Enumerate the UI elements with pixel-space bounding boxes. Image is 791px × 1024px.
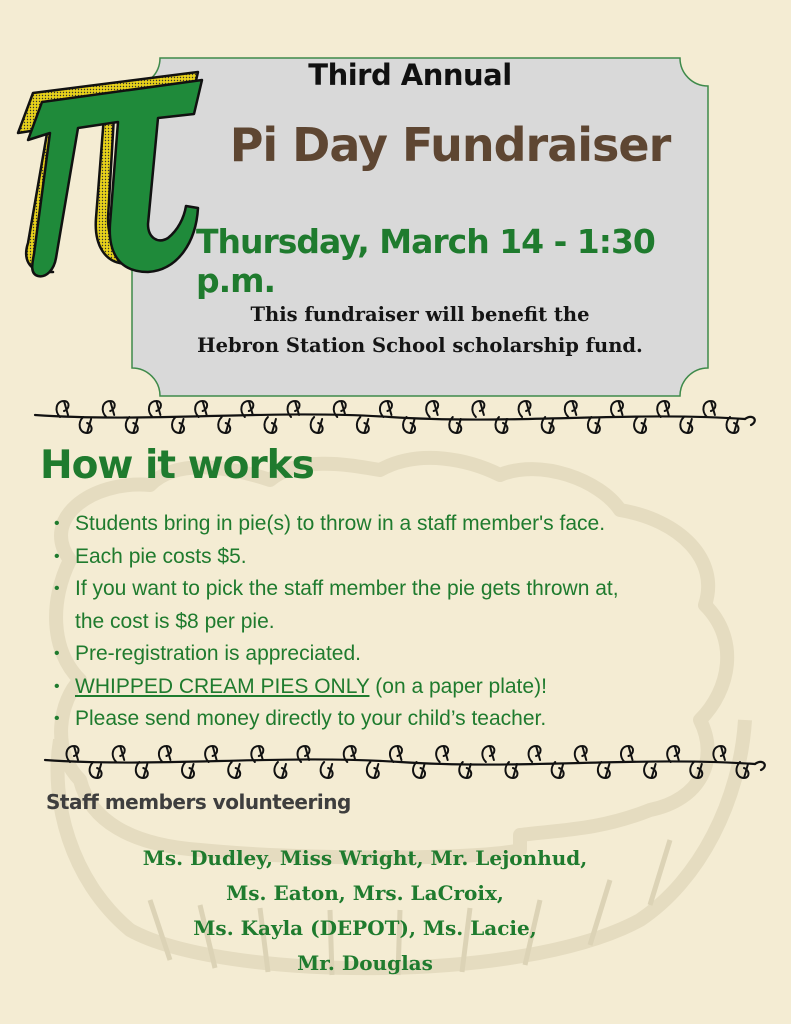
vine-leaf	[436, 746, 448, 762]
vine-leaf	[703, 401, 715, 417]
vine-leaf	[621, 746, 633, 762]
list-item	[54, 703, 754, 736]
step-text: Students bring in pie(s) to throw in a staff member's face.	[75, 512, 606, 535]
vine-leaf	[680, 417, 692, 433]
vine-leaf	[126, 417, 138, 433]
vine-leaf	[390, 746, 402, 762]
vine-leaf	[667, 746, 679, 762]
bullet-icon: •	[54, 710, 60, 727]
vine-leaf	[113, 746, 125, 762]
vine-leaf	[149, 401, 161, 417]
event-date-time: Thursday, March 14 - 1:30 p.m.	[196, 222, 655, 300]
vine-leaf	[103, 401, 115, 417]
staff-heading: Staff members volunteering	[46, 790, 351, 814]
vine-leaf	[218, 417, 230, 433]
step-text: If you want to pick the staff member the pie gets thrown at,	[75, 577, 619, 600]
vine-leaf	[644, 762, 656, 778]
vine-leaf	[321, 762, 333, 778]
vine-leaf	[519, 401, 531, 417]
vine-leaf	[634, 417, 646, 433]
vine-leaf	[380, 401, 392, 417]
vine-divider-icon	[30, 740, 770, 790]
how-it-works-list	[54, 508, 754, 736]
vine-leaf	[172, 417, 184, 433]
list-item	[54, 573, 754, 638]
vine-leaf	[67, 746, 79, 762]
list-item	[54, 541, 754, 574]
vine-leaf	[575, 746, 587, 762]
vine-divider-icon	[30, 393, 760, 443]
vine-leaf	[311, 417, 323, 433]
vine-leaf	[413, 762, 425, 778]
step-text: the cost is $8 per pie.	[75, 609, 275, 633]
vine-leaf	[264, 417, 276, 433]
vine-leaf	[657, 401, 669, 417]
vine-leaf	[80, 417, 92, 433]
step-text: Pre-registration is appreciated.	[75, 642, 361, 665]
bullet-icon: •	[54, 580, 60, 597]
vine-leaf	[136, 762, 148, 778]
bullet-icon: •	[54, 677, 60, 695]
bullet-icon: •	[54, 515, 60, 532]
staff-line: Ms. Eaton, Mrs. LaCroix,	[226, 881, 504, 905]
vine-leaf	[182, 762, 194, 778]
vine-leaf	[274, 762, 286, 778]
vine-leaf	[57, 401, 69, 417]
vine-leaf	[690, 762, 702, 778]
vine-leaf	[228, 762, 240, 778]
vine-leaf	[472, 401, 484, 417]
bullet-icon: •	[54, 645, 60, 662]
vine-leaf	[403, 417, 415, 433]
bullet-icon: •	[54, 547, 60, 565]
benefit-line: Hebron Station School scholarship fund.	[197, 334, 643, 357]
benefit-line: This fundraiser will benefit the	[250, 303, 590, 326]
event-title: Pi Day Fundraiser	[229, 118, 671, 172]
step-text: Please send money directly to your child’s teacher.	[75, 707, 547, 730]
how-it-works-heading: How it works	[40, 443, 314, 488]
vine-leaf	[482, 746, 494, 762]
staff-line: Ms. Dudley, Miss Wright, Mr. Lejonhud,	[142, 846, 588, 870]
vine-leaf	[426, 401, 438, 417]
vine-leaf	[90, 762, 102, 778]
vine-leaf	[195, 401, 207, 417]
vine-leaf	[713, 746, 725, 762]
list-item	[54, 638, 754, 671]
staff-line: Ms. Kayla (DEPOT), Ms. Lacie,	[193, 916, 537, 940]
vine-leaf	[565, 401, 577, 417]
vine-leaf	[598, 762, 610, 778]
staff-line: Mr. Douglas	[297, 951, 433, 975]
step-text: (on a paper plate)!	[369, 674, 547, 698]
step-text: Each pie costs $5.	[75, 544, 247, 568]
vine-leaf	[357, 417, 369, 433]
vine-leaf	[159, 746, 171, 762]
vine-leaf	[588, 417, 600, 433]
vine-leaf	[367, 762, 379, 778]
vine-leaf	[205, 746, 217, 762]
list-item	[54, 671, 754, 704]
event-subtitle: Third Annual	[308, 58, 512, 92]
whipped-cream-notice: WHIPPED CREAM PIES ONLY	[75, 674, 370, 698]
staff-list	[100, 841, 630, 981]
vine-leaf	[529, 746, 541, 762]
vine-leaf	[611, 401, 623, 417]
list-item	[54, 508, 754, 541]
benefit-statement	[130, 299, 710, 361]
